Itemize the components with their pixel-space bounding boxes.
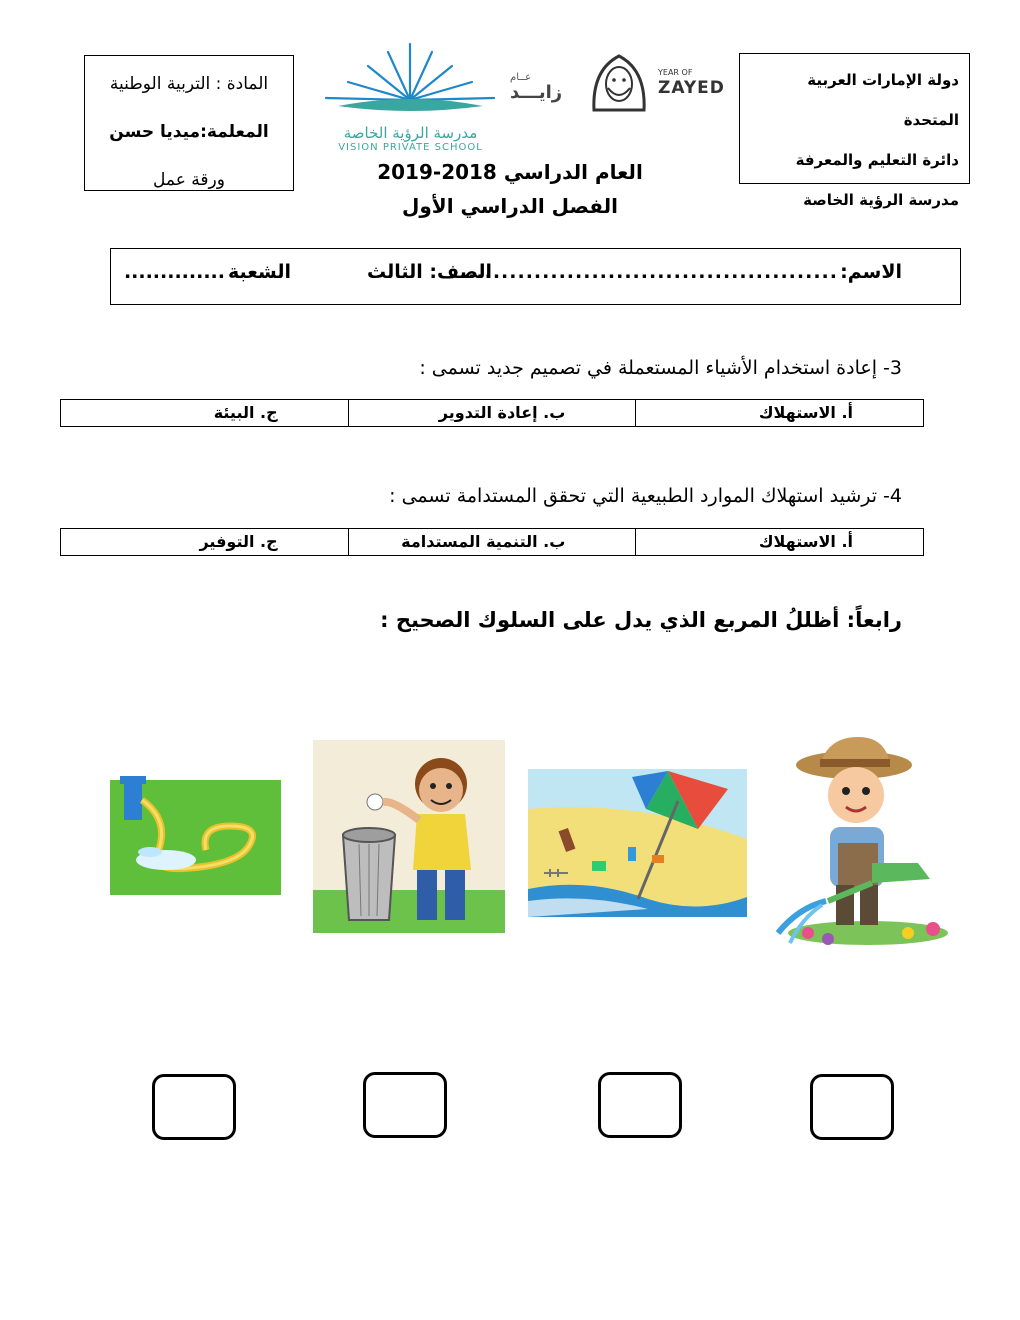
- country-line: دولة الإمارات العربية المتحدة: [807, 71, 959, 129]
- answer-box-4[interactable]: [152, 1074, 236, 1140]
- zayed-arabic-top: عــام: [510, 72, 532, 83]
- school-logo: [318, 40, 503, 153]
- school-logo-arabic: مدرسة الرؤية الخاصة: [343, 124, 478, 142]
- q3-option-b[interactable]: ب. إعادة التدوير: [348, 399, 636, 427]
- year-of-zayed-logo: [510, 48, 725, 120]
- zayed-arabic: زايـــد: [510, 82, 563, 103]
- q3-option-c[interactable]: ج. البيئة: [60, 399, 348, 427]
- question-3-options: [60, 399, 924, 427]
- picture-beach: [528, 769, 747, 917]
- class-label: الصف: الثالث: [367, 261, 492, 283]
- leaking-hose-tap-icon: [110, 740, 281, 895]
- answer-box-1[interactable]: [810, 1074, 894, 1140]
- zayed-english: ZAYED: [658, 78, 725, 98]
- teacher-line: المعلمة:ميديا حسن: [109, 122, 269, 142]
- school-line: مدرسة الرؤية الخاصة: [803, 191, 959, 209]
- section-field[interactable]: ..............: [123, 261, 225, 283]
- subject-line: المادة : التربية الوطنية: [109, 74, 269, 94]
- q4-option-c[interactable]: ج. التوفير: [60, 528, 348, 556]
- section-label: الشعبة: [228, 261, 291, 283]
- littered-beach-icon: [528, 769, 747, 917]
- boy-throwing-trash-in-bin-icon: [313, 740, 505, 933]
- header-authority-box: [739, 53, 970, 209]
- picture-hose: [110, 740, 281, 895]
- zayed-year-of: YEAR OF: [658, 68, 693, 77]
- q3-option-a[interactable]: أ. الاستهلاك: [635, 399, 924, 427]
- department-line: دائرة التعليم والمعرفة: [795, 151, 959, 169]
- answer-box-2[interactable]: [598, 1072, 682, 1138]
- q4-option-b[interactable]: ب. التنمية المستدامة: [348, 528, 636, 556]
- term-title: الفصل الدراسي الأول: [402, 194, 618, 218]
- question-4: 4- ترشيد استهلاك الموارد الطبيعية التي تحقق المستدامة تسمى :: [389, 485, 902, 507]
- picture-trash-bin: [313, 740, 505, 933]
- student-info-box: [110, 248, 961, 305]
- question-3: 3- إعادة استخدام الأشياء المستعملة في تصميم جديد تسمى :: [419, 357, 902, 379]
- picture-watering: [768, 733, 962, 947]
- section-4-title: رابعاً: أظللُ المربع الذي يدل على السلوك الصحيح :: [380, 608, 902, 632]
- sunburst-icon: [318, 40, 503, 120]
- name-label: الاسم:: [840, 261, 902, 283]
- name-field[interactable]: ..............................................: [459, 261, 838, 283]
- answer-box-3[interactable]: [363, 1072, 447, 1138]
- worksheet-line: ورقة عمل: [153, 170, 225, 190]
- portrait-icon: [584, 50, 654, 118]
- q4-option-a[interactable]: أ. الاستهلاك: [635, 528, 924, 556]
- question-4-options: [60, 528, 924, 556]
- school-logo-english: VISION PRIVATE SCHOOL: [338, 142, 483, 153]
- header-subject-box: [84, 55, 294, 191]
- academic-year: العام الدراسي 2018-2019: [377, 160, 643, 184]
- child-watering-plants-icon: [768, 733, 962, 947]
